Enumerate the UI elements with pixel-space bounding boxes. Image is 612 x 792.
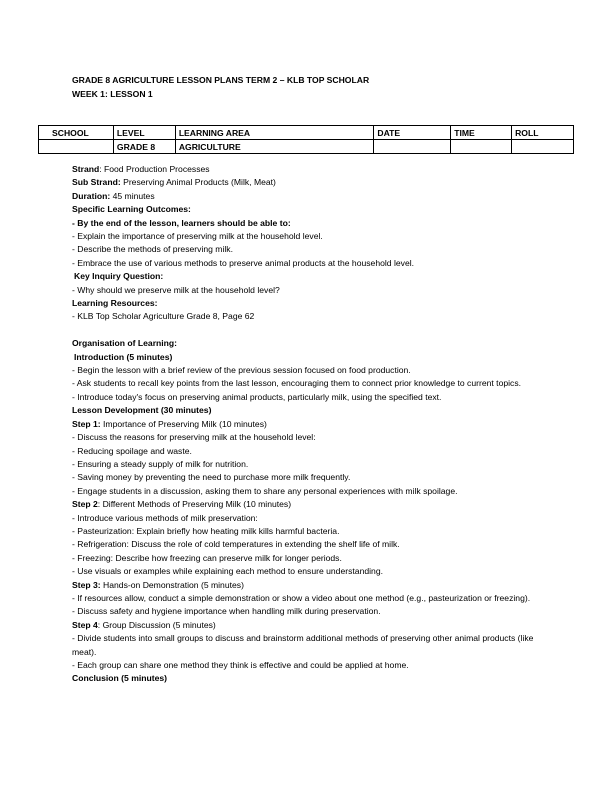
document-title: GRADE 8 AGRICULTURE LESSON PLANS TERM 2 – KLB TOP SCHOLAR (72, 75, 370, 85)
list-item: - Discuss the reasons for preserving milk at the household level: (72, 432, 316, 443)
duration-label: Duration: (72, 190, 111, 201)
step1-heading (72, 418, 552, 431)
list-item: - Ask students to recall key points from the last lesson, encouraging them to connect prior knowledge to current topics. (72, 378, 522, 389)
header-level: LEVEL (113, 126, 175, 140)
kiq-text: - Why should we preserve milk at the household level? (72, 284, 280, 295)
cell-roll (512, 140, 574, 154)
list-item: - Explain the importance of preserving milk at the household level. (72, 231, 323, 242)
document-header (72, 73, 369, 101)
list-item: - Saving money by preventing the need to purchase more milk frequently. (72, 472, 351, 483)
slo-heading: Specific Learning Outcomes: (72, 204, 191, 215)
step4-label: Step 4 (72, 619, 98, 630)
cell-date (374, 140, 451, 154)
list-item: - Discuss safety and hygiene importance when handling milk during preservation. (72, 606, 381, 617)
cell-learning-area: AGRICULTURE (175, 140, 374, 154)
conclusion-heading: Conclusion (5 minutes) (72, 673, 168, 684)
strand-line (72, 163, 552, 176)
list-item: - Refrigeration: Discuss the role of cold temperatures in extending the shelf life of milk. (72, 539, 400, 550)
week-lesson-label: WEEK 1: LESSON 1 (72, 89, 153, 99)
development-heading: Lesson Development (30 minutes) (72, 405, 212, 416)
step3-label: Step 3: (72, 579, 101, 590)
step3-title: Hands-on Demonstration (5 minutes) (100, 579, 244, 590)
list-item: - Begin the lesson with a brief review of the previous session focused on food production. (72, 365, 411, 376)
table-header-row (39, 126, 574, 140)
step1-label: Step 1: (72, 418, 101, 429)
cell-time (451, 140, 512, 154)
list-item: - Ensuring a steady supply of milk for nutrition. (72, 458, 249, 469)
step4-title: : Group Discussion (5 minutes) (97, 619, 216, 630)
kiq-heading: Key Inquiry Question: (74, 271, 164, 282)
header-school: SCHOOL (39, 126, 114, 140)
header-time: TIME (451, 126, 512, 140)
substrand-line (72, 176, 552, 189)
list-item: - Embrace the use of various methods to preserve animal products at the household level. (72, 257, 415, 268)
list-item: - Engage students in a discussion, asking them to share any personal experiences with milk spoilage. (72, 485, 458, 496)
list-item: - Introduce various methods of milk preservation: (72, 512, 258, 523)
header-roll: ROLL (512, 126, 574, 140)
list-item: - Pasteurization: Explain briefly how heating milk kills harmful bacteria. (72, 525, 340, 536)
list-item: - Freezing: Describe how freezing can preserve milk for longer periods. (72, 552, 342, 563)
table-row (39, 140, 574, 154)
strand-value: : Food Production Processes (99, 164, 210, 174)
list-item: - Introduce today's focus on preserving animal products, particularly milk, using the specified text. (72, 391, 442, 402)
step4-heading (72, 619, 552, 632)
list-item: - Each group can share one method they think is effective and could be applied at home. (72, 660, 409, 671)
resources-text: - KLB Top Scholar Agriculture Grade 8, Page 62 (72, 311, 255, 322)
organisation-heading: Organisation of Learning: (72, 338, 178, 349)
introduction-heading: Introduction (5 minutes) (74, 351, 173, 362)
lesson-info-table (38, 125, 574, 154)
substrand-value: Preserving Animal Products (Milk, Meat) (120, 177, 276, 188)
step2-title: : Different Methods of Preserving Milk (10 minutes) (97, 499, 292, 510)
step3-heading (72, 579, 552, 592)
header-learning-area: LEARNING AREA (175, 126, 374, 140)
step2-label: Step 2 (72, 499, 98, 510)
list-item: - Reducing spoilage and waste. (72, 445, 192, 456)
list-item: - Describe the methods of preserving milk. (72, 244, 233, 255)
list-item: - If resources allow, conduct a simple demonstration or show a video about one method (e.g., pasteurization or freezing). (72, 592, 531, 603)
list-item: - Use visuals or examples while explaining each method to ensure understanding. (72, 566, 383, 577)
duration-line (72, 190, 552, 203)
header-date: DATE (374, 126, 451, 140)
substrand-label: Sub Strand: (72, 177, 121, 188)
cell-level: GRADE 8 (113, 140, 175, 154)
strand-label: Strand (72, 164, 100, 174)
resources-heading: Learning Resources: (72, 298, 158, 309)
lesson-body (72, 163, 552, 686)
list-item: - Divide students into small groups to discuss and brainstorm additional methods of preserving other animal products (like meat). (72, 633, 534, 657)
step1-title: Importance of Preserving Milk (10 minutes) (100, 418, 267, 429)
cell-school (39, 140, 114, 154)
duration-value: 45 minutes (110, 190, 155, 201)
step2-heading (72, 498, 552, 511)
slo-intro: - By the end of the lesson, learners should be able to: (72, 217, 291, 228)
